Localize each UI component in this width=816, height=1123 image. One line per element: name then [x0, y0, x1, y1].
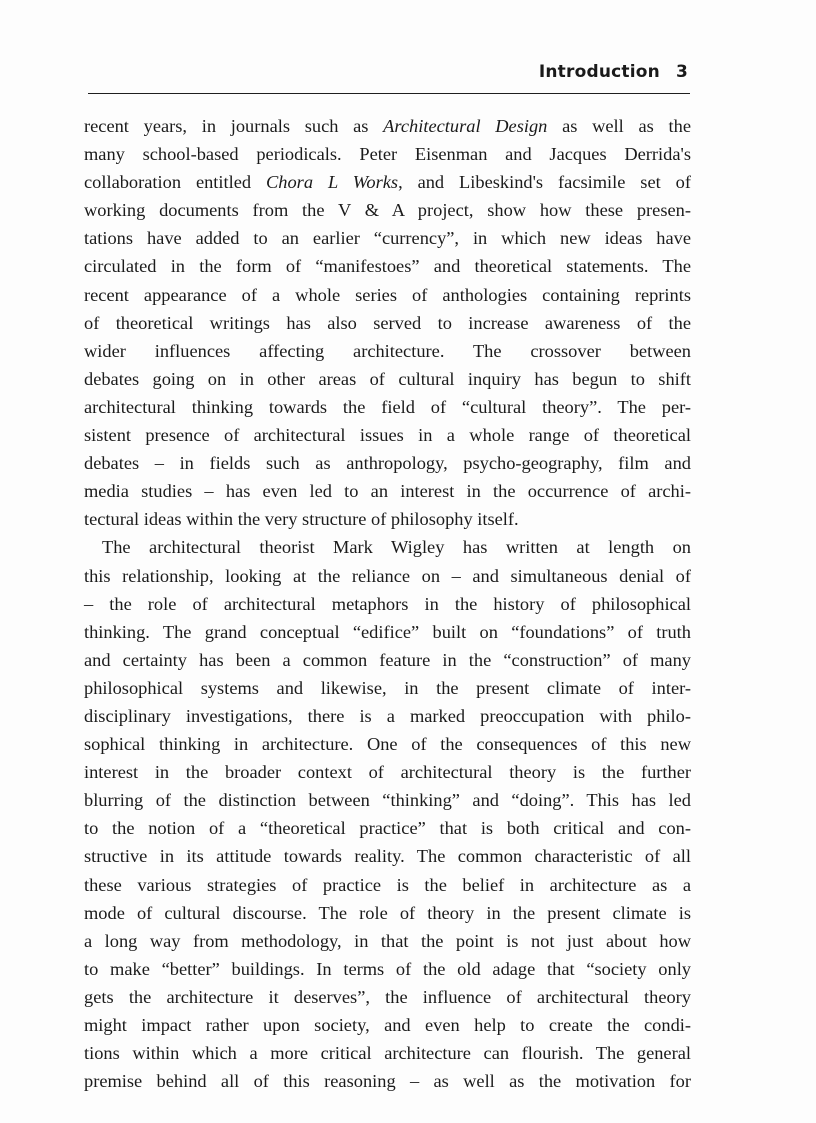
text-segment: tations have added to an earlier “currency”, in which new ideas have	[84, 228, 691, 249]
text-segment: – the role of architectural metaphors in the history of philosophical	[84, 593, 691, 614]
text-line	[84, 786, 691, 814]
text-segment: tions within which a more critical architecture can flourish. The general	[84, 1043, 691, 1064]
text-line	[84, 983, 691, 1011]
text-line	[84, 899, 691, 927]
text-segment: , and Libeskind's facsimile set of	[398, 172, 691, 193]
text-line	[84, 730, 691, 758]
text-line	[84, 1011, 691, 1039]
text-line	[84, 562, 691, 590]
text-segment: interest in the broader context of architectural theory is the further	[84, 762, 691, 783]
text-segment: sistent presence of architectural issues in a whole range of theoretical	[84, 425, 691, 446]
text-line	[84, 393, 691, 421]
text-segment: many school-based periodicals. Peter Eisenman and Jacques Derrida's	[84, 144, 691, 165]
text-segment: sophical thinking in architecture. One of the consequences of this new	[84, 734, 691, 755]
text-line	[84, 871, 691, 899]
text-segment: to the notion of a “theoretical practice” that is both critical and con-	[84, 818, 691, 839]
text-line	[84, 365, 691, 393]
page-number: 3	[675, 62, 688, 82]
text-segment: recent years, in journals such as	[84, 116, 384, 136]
text-line	[84, 1067, 691, 1095]
section-title: Introduction	[538, 62, 660, 82]
text-line	[84, 168, 691, 196]
text-segment: thinking. The grand conceptual “edifice” built on “foundations” of truth	[84, 621, 691, 642]
text-line	[84, 1039, 691, 1067]
text-line	[84, 955, 691, 983]
text-segment: The architectural theorist Mark Wigley has written at length on	[102, 537, 691, 558]
text-segment: as well as the	[547, 116, 691, 136]
text-line	[84, 224, 691, 252]
text-line	[84, 477, 691, 505]
text-line	[84, 337, 691, 365]
text-segment: and certainty has been a common feature in the “construction” of many	[84, 649, 691, 670]
body-text	[84, 112, 691, 1095]
text-line	[84, 674, 691, 702]
text-segment: to make “better” buildings. In terms of the old adage that “society only	[84, 958, 691, 979]
text-line	[84, 140, 691, 168]
text-line	[84, 309, 691, 337]
text-segment: working documents from the V & A project, show how these presen-	[84, 200, 691, 221]
text-line	[84, 618, 691, 646]
text-segment: might impact rather upon society, and even help to create the condi-	[84, 1015, 691, 1035]
text-line	[84, 196, 691, 224]
text-line	[84, 590, 691, 618]
text-line	[84, 449, 691, 477]
header-rule	[88, 93, 690, 94]
text-line	[84, 702, 691, 730]
running-head	[539, 62, 688, 82]
text-segment: debates – in fields such as anthropology, psycho-geography, film and	[84, 453, 691, 474]
text-segment: mode of cultural discourse. The role of theory in the present climate is	[84, 902, 691, 923]
text-line	[84, 112, 691, 140]
text-segment: this relationship, looking at the reliance on – and simultaneous denial of	[84, 565, 691, 586]
text-segment: media studies – has even led to an interest in the occurrence of archi-	[84, 481, 691, 502]
italic-title: Chora L Works	[266, 172, 399, 193]
text-line	[84, 505, 691, 533]
text-segment: blurring of the distinction between “thinking” and “doing”. This has led	[84, 790, 691, 811]
text-segment: debates going on in other areas of cultural inquiry has begun to shift	[84, 368, 691, 389]
text-line	[84, 814, 691, 842]
text-segment: these various strategies of practice is the belief in architecture as a	[84, 874, 691, 895]
text-line	[84, 281, 691, 309]
text-segment: wider influences affecting architecture. The crossover between	[84, 340, 691, 361]
text-line	[84, 533, 691, 561]
italic-title: Architectural Design	[383, 116, 548, 136]
text-segment: disciplinary investigations, there is a marked preoccupation with philo-	[84, 705, 691, 726]
text-segment: architectural thinking towards the field of “cultural theory”. The per-	[84, 396, 691, 417]
text-segment: circulated in the form of “manifestoes” and theoretical statements. The	[84, 256, 691, 277]
text-segment: of theoretical writings has also served to increase awareness of the	[84, 312, 691, 333]
text-segment: a long way from methodology, in that the point is not just about how	[84, 930, 691, 951]
text-segment: recent appearance of a whole series of anthologies containing reprints	[84, 284, 691, 305]
text-segment: structive in its attitude towards reality. The common characteristic of all	[84, 846, 691, 867]
text-segment: philosophical systems and likewise, in the present climate of inter-	[84, 677, 691, 698]
text-segment: gets the architecture it deserves”, the influence of architectural theory	[84, 986, 691, 1007]
text-line	[84, 252, 691, 280]
text-segment: premise behind all of this reasoning – as well as the motivation for	[84, 1071, 691, 1092]
text-line	[84, 646, 691, 674]
text-segment: tectural ideas within the very structure of philosophy itself.	[84, 509, 519, 530]
text-line	[84, 842, 691, 870]
text-line	[84, 758, 691, 786]
text-line	[84, 421, 691, 449]
text-segment: collaboration entitled	[84, 172, 267, 193]
text-line	[84, 927, 691, 955]
